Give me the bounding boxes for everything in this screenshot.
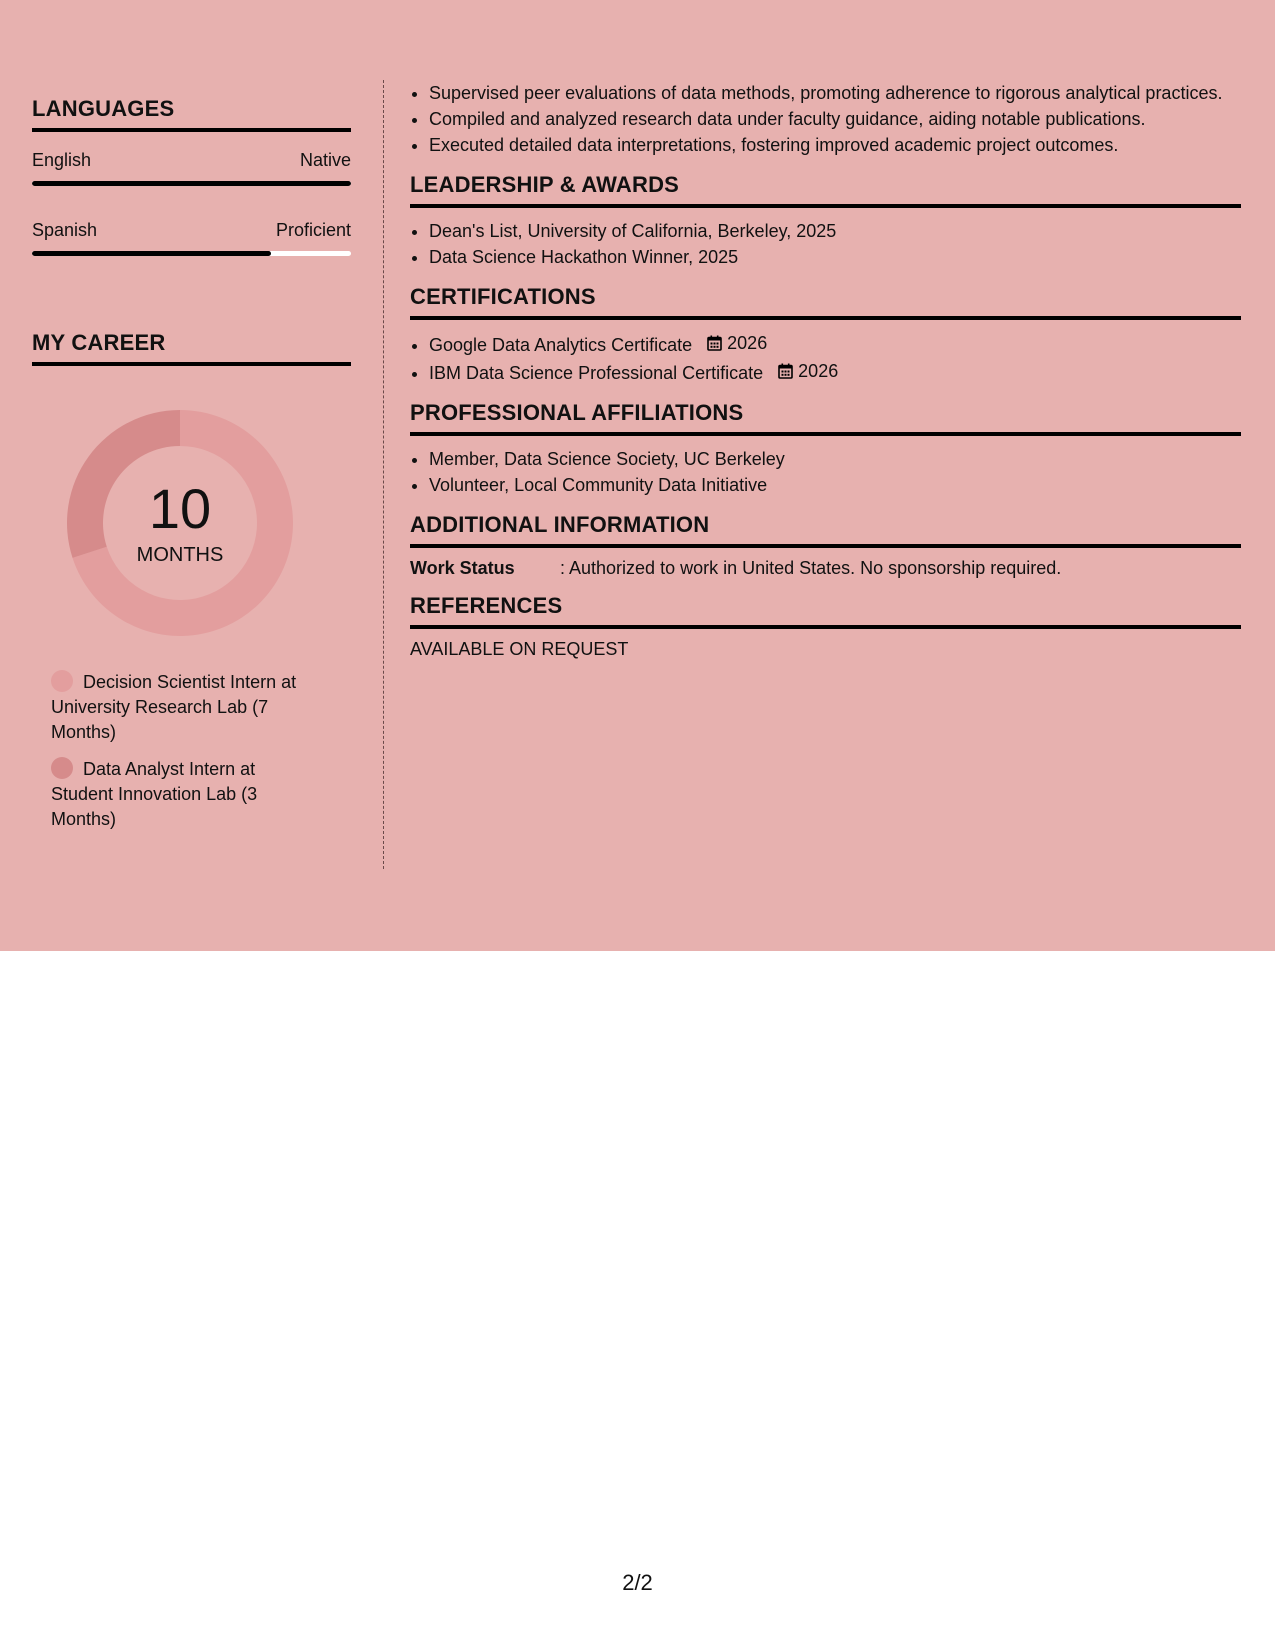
references-section	[410, 593, 1241, 660]
affiliation-item: • Volunteer, Local Community Data Initiative	[429, 472, 1241, 498]
legend-dot	[51, 670, 73, 692]
career-heading: MY CAREER	[32, 330, 351, 366]
experience-bullets	[410, 80, 1241, 158]
legend-label: Decision Scientist Intern at University Research Lab (7 Months)	[51, 672, 297, 742]
work-status-label: Work Status	[410, 558, 515, 578]
language-name: English	[32, 150, 92, 170]
legend-item	[51, 757, 312, 832]
leadership-section	[410, 172, 1241, 270]
affiliations-heading: PROFESSIONAL AFFILIATIONS	[410, 400, 1241, 436]
page-number: 2/2	[622, 1570, 653, 1595]
language-proficiency-fill	[32, 251, 271, 256]
certification-item	[429, 330, 1241, 358]
experience-bullet: • Compiled and analyzed research data under faculty guidance, aiding notable publications.	[429, 106, 1241, 132]
work-status-row	[410, 558, 1241, 579]
language-proficiency-bar	[32, 181, 351, 186]
languages-heading: LANGUAGES	[32, 96, 351, 132]
references-heading: REFERENCES	[410, 593, 1241, 629]
language-level: Native	[299, 150, 351, 170]
language-proficiency-bar	[32, 251, 351, 256]
language-name: Spanish	[32, 220, 98, 240]
certification-name: IBM Data Science Professional Certificate	[429, 363, 764, 383]
certifications-section	[410, 284, 1241, 386]
column-divider	[383, 80, 384, 869]
affiliations-section	[410, 400, 1241, 498]
legend-label: Data Analyst Intern at Student Innovation Lab (3 Months)	[51, 759, 258, 829]
certification-item	[429, 358, 1241, 386]
left-column	[32, 80, 351, 844]
affiliation-item: • Member, Data Science Society, UC Berkeley	[429, 446, 1241, 472]
calendar-icon	[707, 335, 722, 351]
career-total-unit: MONTHS	[136, 544, 224, 566]
language-level: Proficient	[275, 220, 351, 240]
leadership-item: • Data Science Hackathon Winner, 2025	[429, 244, 1241, 270]
language-item-english	[32, 150, 351, 186]
work-status-value: : Authorized to work in United States. No sponsorship required.	[560, 558, 1062, 578]
leadership-item: • Dean's List, University of California, Berkeley, 2025	[429, 218, 1241, 244]
certifications-heading: CERTIFICATIONS	[410, 284, 1241, 320]
language-item-spanish	[32, 220, 351, 256]
certification-year: 2026	[727, 333, 768, 353]
career-total-value: 10	[148, 477, 212, 540]
right-column	[410, 80, 1241, 660]
leadership-heading: LEADERSHIP & AWARDS	[410, 172, 1241, 208]
legend-dot	[51, 757, 73, 779]
calendar-icon	[778, 363, 793, 379]
certification-name: Google Data Analytics Certificate	[429, 335, 693, 355]
legend-item	[51, 670, 312, 745]
references-text: AVAILABLE ON REQUEST	[410, 639, 629, 659]
experience-bullet: • Executed detailed data interpretations, fostering improved academic project outcomes.	[429, 132, 1241, 158]
certification-year: 2026	[798, 361, 839, 381]
language-proficiency-fill	[32, 181, 351, 186]
experience-bullet: • Supervised peer evaluations of data methods, promoting adherence to rigorous analytical practices.	[429, 80, 1241, 106]
career-legend	[32, 670, 312, 832]
additional-info-heading: ADDITIONAL INFORMATION	[410, 512, 1241, 548]
career-donut-chart	[67, 410, 293, 636]
additional-info-section	[410, 512, 1241, 579]
